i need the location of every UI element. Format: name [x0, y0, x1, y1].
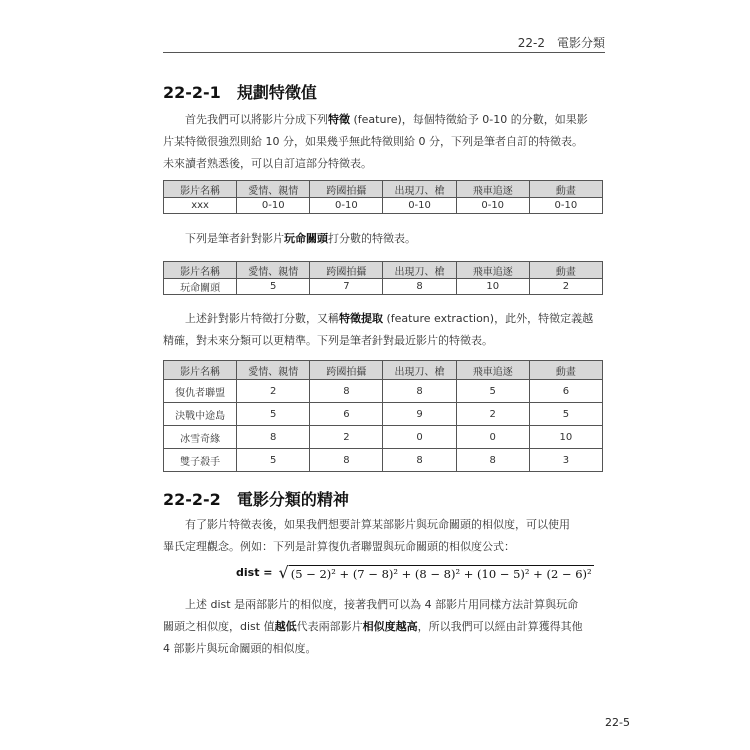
score-cell: 5 — [456, 380, 529, 403]
square-root — [279, 563, 594, 582]
section-heading-22-2-1 — [163, 80, 317, 103]
section-number: 22-2-1 — [163, 83, 221, 102]
text-run: 上述針對影片特徵打分數，又稱 — [185, 312, 339, 325]
score-cell: 2 — [529, 279, 602, 295]
section-title: 規劃特徵值 — [236, 83, 317, 102]
column-header: 跨國拍攝 — [310, 262, 383, 279]
paragraph-line: 首先我們可以將影片分成下列特徵 (feature)，每個特徵給予 0-10 的分數，如果影 — [185, 113, 588, 126]
paragraph-line: 有了影片特徵表後，如果我們想要計算某部影片與玩命關頭的相似度，可以使用 — [185, 518, 570, 531]
score-cell: 2 — [456, 403, 529, 426]
text-run: 下列是筆者針對影片 — [185, 232, 284, 245]
paragraph-dist-explanation — [163, 594, 607, 660]
score-cell: 8 — [310, 380, 383, 403]
paragraph-line: 上述 dist 是兩部影片的相似度，接著我們可以為 4 部影片用同樣方法計算與玩命 — [185, 598, 579, 611]
paragraph-line — [163, 616, 607, 638]
paragraph-pythagoras — [163, 514, 607, 558]
score-cell: 8 — [383, 279, 456, 295]
score-cell: 2 — [237, 380, 310, 403]
text-run: ，所以我們可以經由計算獲得其他 — [417, 620, 583, 633]
section-title: 電影分類的精神 — [236, 490, 349, 509]
movie-name-cell: 決戰中途島 — [164, 403, 237, 426]
feature-table-template — [163, 180, 603, 214]
text-run: 打分數的特徵表。 — [328, 232, 416, 245]
column-header: 跨國拍攝 — [310, 181, 383, 198]
movie-name-cell: 玩命關頭 — [164, 279, 237, 295]
column-header: 影片名稱 — [164, 361, 237, 380]
column-header: 愛情、親情 — [237, 262, 310, 279]
score-cell: 5 — [237, 403, 310, 426]
score-cell: 5 — [237, 279, 310, 295]
feature-table-recent-movies — [163, 360, 603, 472]
table-row — [164, 380, 603, 403]
paragraph-line — [163, 308, 607, 330]
column-header: 愛情、親情 — [237, 361, 310, 380]
column-header: 動畫 — [529, 361, 602, 380]
table-row — [164, 449, 603, 472]
column-header: 影片名稱 — [164, 262, 237, 279]
table-row — [164, 198, 603, 214]
bold-term: 特徵 — [328, 113, 350, 126]
feature-table-fast-furious — [163, 261, 603, 295]
score-cell: 0-10 — [237, 198, 310, 214]
score-cell: 5 — [237, 449, 310, 472]
column-header: 動畫 — [529, 181, 602, 198]
page-number: 22-5 — [605, 716, 630, 729]
paragraph-line — [163, 228, 607, 250]
paragraph-feature-extraction — [163, 308, 607, 352]
score-cell: 0-10 — [310, 198, 383, 214]
movie-name-cell: 冰雪奇緣 — [164, 426, 237, 449]
paragraph-line: 精確，對未來分類可以更精準。下列是筆者針對最近影片的特徵表。 — [163, 334, 493, 347]
column-header: 出現刀、槍 — [383, 181, 456, 198]
score-cell: 10 — [529, 426, 602, 449]
paragraph-line: 4 部影片與玩命關頭的相似度。 — [163, 642, 317, 655]
score-cell: 10 — [456, 279, 529, 295]
score-cell: 8 — [383, 380, 456, 403]
section-number: 22-2-2 — [163, 490, 221, 509]
column-header: 動畫 — [529, 262, 602, 279]
movie-name-cell: 復仇者聯盟 — [164, 380, 237, 403]
column-header: 影片名稱 — [164, 181, 237, 198]
score-cell: 0-10 — [456, 198, 529, 214]
column-header: 飛車追逐 — [456, 181, 529, 198]
column-header: 愛情、親情 — [237, 181, 310, 198]
header-rule — [163, 52, 605, 53]
score-cell: 8 — [237, 426, 310, 449]
score-cell: 6 — [310, 403, 383, 426]
formula-label: dist = — [236, 566, 273, 579]
score-cell: 6 — [529, 380, 602, 403]
movie-name-cell: 雙子殺手 — [164, 449, 237, 472]
column-header: 飛車追逐 — [456, 361, 529, 380]
score-cell: 3 — [529, 449, 602, 472]
bold-term: 越低 — [274, 620, 297, 633]
text-run: 代表兩部影片 — [296, 620, 363, 633]
table-row — [164, 279, 603, 295]
paragraph-fast-furious — [163, 228, 607, 250]
paragraph-intro — [163, 109, 607, 175]
text-run: 關頭之相似度，dist 值 — [163, 620, 275, 633]
score-cell: 5 — [529, 403, 602, 426]
movie-name-cell: xxx — [164, 198, 237, 214]
column-header: 飛車追逐 — [456, 262, 529, 279]
score-cell: 0-10 — [529, 198, 602, 214]
section-heading-22-2-2 — [163, 487, 349, 510]
text-run: (feature extraction)，此外，特徵定義越 — [383, 312, 594, 325]
distance-formula — [236, 563, 594, 582]
formula-radicand: (5 − 2)² + (7 − 8)² + (8 − 8)² + (10 − 5)² + (2 − 6)² — [290, 566, 592, 581]
score-cell: 0 — [456, 426, 529, 449]
bold-term: 特徵提取 — [339, 312, 383, 325]
score-cell: 8 — [310, 449, 383, 472]
column-header: 出現刀、槍 — [383, 361, 456, 380]
bold-term: 玩命關頭 — [284, 232, 328, 245]
paragraph-line: 片某特徵很強烈則給 10 分，如果幾乎無此特徵則給 0 分，下列是筆者自訂的特徵表。 — [163, 135, 583, 148]
score-cell: 0 — [383, 426, 456, 449]
radical-sign: √ — [278, 563, 289, 582]
table-row — [164, 403, 603, 426]
score-cell: 8 — [383, 449, 456, 472]
table-row — [164, 426, 603, 449]
bold-term: 相似度越高 — [362, 620, 418, 633]
paragraph-line: 畢氏定理觀念。例如：下列是計算復仇者聯盟與玩命關頭的相似度公式： — [163, 540, 515, 553]
score-cell: 7 — [310, 279, 383, 295]
column-header: 跨國拍攝 — [310, 361, 383, 380]
column-header: 出現刀、槍 — [383, 262, 456, 279]
score-cell: 8 — [456, 449, 529, 472]
score-cell: 2 — [310, 426, 383, 449]
paragraph-line: 未來讀者熟悉後，可以自訂這部分特徵表。 — [163, 157, 372, 170]
score-cell: 0-10 — [383, 198, 456, 214]
score-cell: 9 — [383, 403, 456, 426]
running-header: 22-2 電影分類 — [517, 36, 605, 50]
